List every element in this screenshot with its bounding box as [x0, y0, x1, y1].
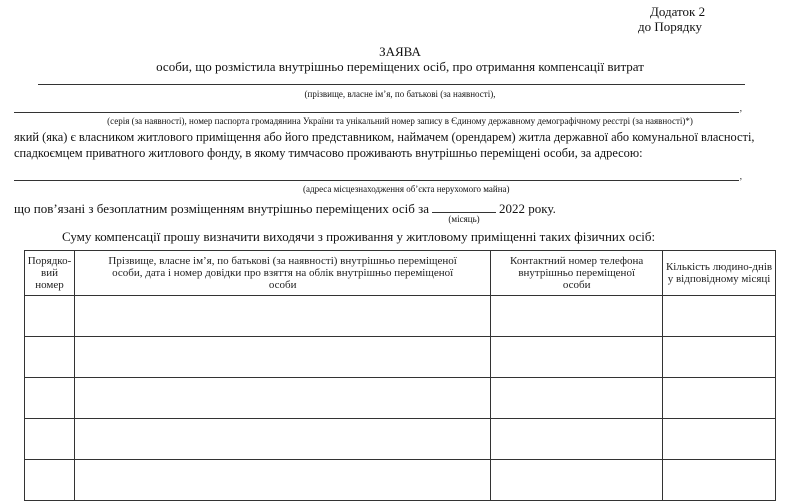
cell[interactable]	[491, 337, 663, 378]
cell[interactable]	[74, 378, 490, 419]
month-field-line[interactable]	[432, 200, 496, 224]
cell[interactable]	[25, 296, 75, 337]
passport-field-line[interactable]	[14, 112, 739, 113]
month-paragraph-prefix: що пов’язані з безоплатним розміщенням внутрішньо переміщених осіб за	[14, 201, 430, 216]
cell[interactable]	[663, 296, 776, 337]
address-field-line[interactable]	[14, 180, 739, 181]
table-row	[25, 460, 776, 501]
header-phone: Контактний номер телефона внутрішньо переміщеної особи	[491, 251, 663, 296]
cell[interactable]	[491, 419, 663, 460]
comma: ,	[739, 103, 742, 113]
comma: ,	[739, 171, 742, 181]
cell[interactable]	[74, 460, 490, 501]
persons-table	[24, 250, 776, 501]
header-days: Кількість людино-днів у відповідному місяці	[663, 251, 776, 296]
name-field-line[interactable]	[38, 84, 745, 85]
cell[interactable]	[25, 460, 75, 501]
cell[interactable]	[74, 296, 490, 337]
document-title: ЗАЯВА	[379, 44, 421, 59]
appendix-block	[626, 4, 786, 34]
table-header-row	[25, 251, 776, 296]
table-row	[25, 337, 776, 378]
owner-paragraph-line2: спадкоємцем приватного житлового фонду, в якому тимчасово проживають внутрішньо переміщені особи, за адресою:	[14, 146, 643, 160]
cell[interactable]	[74, 419, 490, 460]
cell[interactable]	[74, 337, 490, 378]
compensation-paragraph: Суму компенсації прошу визначити виходячи з проживання у житловому приміщенні таких фізичних осіб:	[62, 229, 656, 244]
appendix-number: Додаток 2	[650, 4, 706, 19]
header-number: Порядко-вий номер	[25, 251, 75, 296]
cell[interactable]	[491, 378, 663, 419]
cell[interactable]	[663, 378, 776, 419]
month-caption: (місяць)	[448, 214, 480, 224]
cell[interactable]	[25, 378, 75, 419]
cell[interactable]	[663, 337, 776, 378]
owner-paragraph-line1: який (яка) є власником житлового приміщення або його представником, наймачем (орендарем) житла державної або комунальної власності,	[14, 130, 755, 144]
cell[interactable]	[25, 419, 75, 460]
month-paragraph-suffix: 2022 року.	[499, 201, 556, 216]
appendix-reference: до Порядку	[638, 19, 702, 34]
cell[interactable]	[491, 460, 663, 501]
passport-caption: (серія (за наявності), номер паспорта громадянина України та унікальний номер запису в Єдиному державному демографічному реєстрі (за наявності)*)	[107, 116, 693, 126]
cell[interactable]	[25, 337, 75, 378]
cell[interactable]	[663, 460, 776, 501]
header-person: Прізвище, власне ім’я, по батькові (за наявності) внутрішньо переміщеної особи, дата і номер довідки про взяття на облік внутрішньо переміщеної особи	[74, 251, 490, 296]
cell[interactable]	[663, 419, 776, 460]
name-caption: (прізвище, власне ім’я, по батькові (за наявності),	[304, 89, 496, 99]
table-row	[25, 378, 776, 419]
document-subtitle: особи, що розмістила внутрішньо переміщених осіб, про отримання компенсації витрат	[156, 59, 644, 74]
table-row	[25, 296, 776, 337]
table-row	[25, 419, 776, 460]
month-paragraph	[14, 200, 786, 224]
address-caption: (адреса місцезнаходження об’єкта нерухомого майна)	[303, 184, 510, 194]
cell[interactable]	[491, 296, 663, 337]
